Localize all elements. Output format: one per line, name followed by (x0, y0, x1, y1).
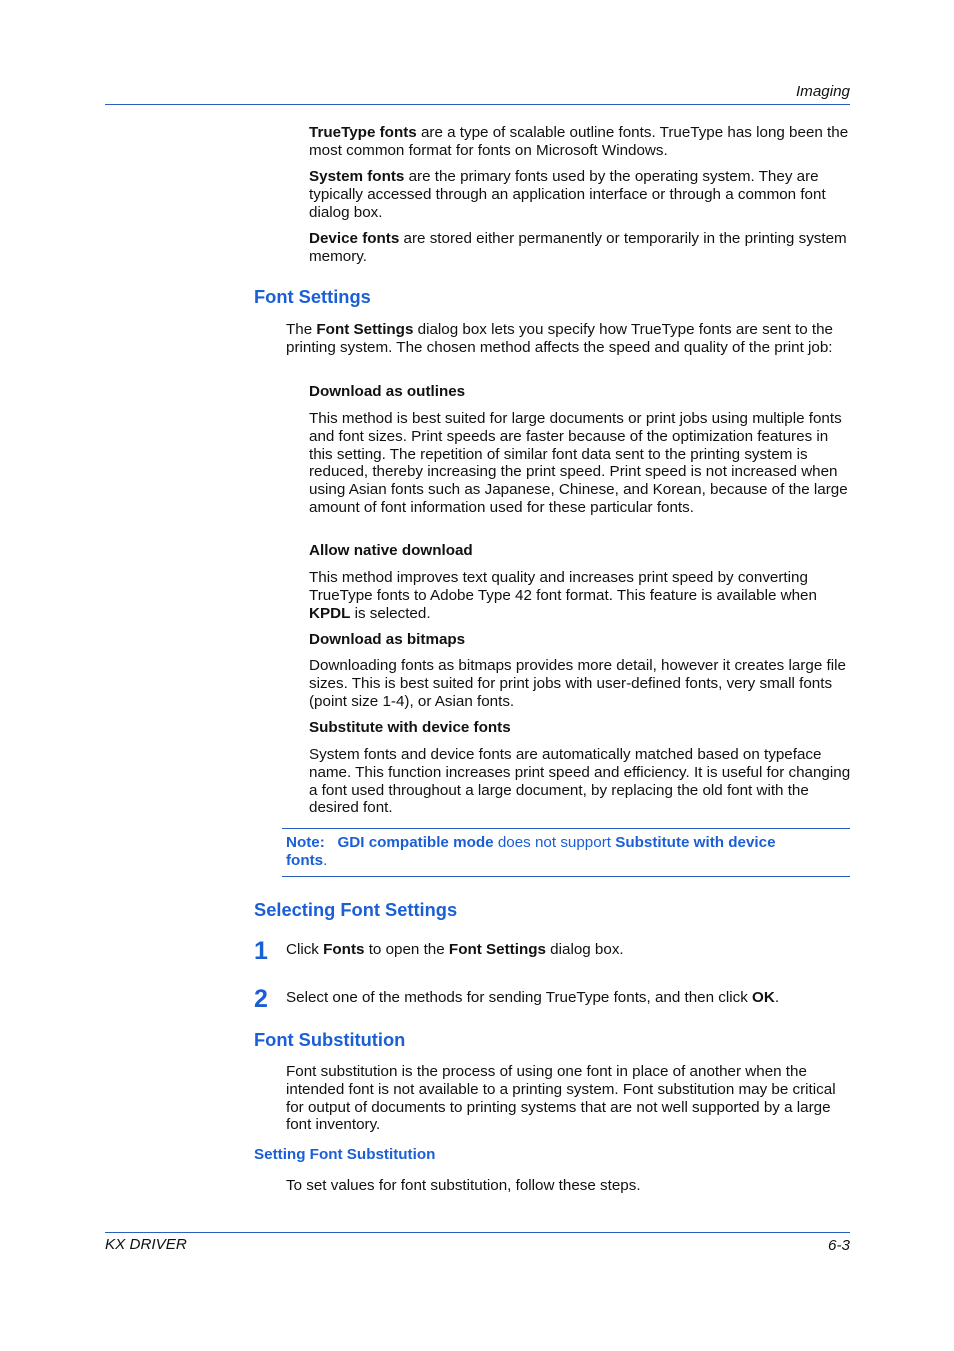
note-end: . (323, 851, 328, 869)
note-label: Note: (286, 834, 325, 851)
step-pre: Select one of the methods for sending TrueType fonts, and then click (286, 989, 753, 1006)
setting-substitution-body: To set values for font substitution, follow these steps. (286, 1177, 641, 1194)
system-text: are the primary fonts used by the operating system. They are typically accessed through an application interface or through a common font dialog box. (309, 168, 826, 221)
substitution-body: Font substitution is the process of using one font in place of another when the intended font is not available to a printing system. Font substitution may be critical for output of documents to printing systems that are not well supported by a large font inventory. (286, 1063, 836, 1134)
option-body-bold: KPDL (309, 604, 351, 622)
running-header-title: Imaging (795, 83, 850, 100)
option-title (309, 631, 465, 649)
system-term: System fonts (309, 168, 405, 185)
truetype-definition (309, 124, 854, 160)
step-post: . (774, 989, 780, 1006)
step-post: dialog box. (545, 941, 624, 958)
substitution-heading: Font Substitution (254, 1029, 406, 1050)
step-number: 2 (254, 985, 268, 1013)
selecting-heading: Selecting Font Settings (254, 899, 458, 920)
step-bold-1: Fonts (323, 941, 365, 958)
step-number: 1 (254, 937, 268, 965)
option-body (309, 569, 849, 622)
footer-rule (105, 1232, 850, 1233)
system-definition (309, 168, 854, 221)
step-text (286, 989, 846, 1007)
option-title-text: Substitute with device fonts (309, 719, 511, 736)
font-settings-intro (286, 321, 846, 357)
option-title (309, 719, 511, 737)
step-mid: to open the (364, 941, 449, 958)
intro-bold: Font Settings (316, 321, 414, 338)
step-text (286, 941, 846, 959)
footer-product: KX DRIVER (105, 1236, 187, 1253)
option-body: Downloading fonts as bitmaps provides more detail, however it creates large file sizes. This is best suited for print jobs with user-defined fonts, very small fonts (point size 1-4), or Asian fonts. (309, 657, 846, 710)
step-bold-1: OK (752, 989, 775, 1006)
note-top-rule (282, 828, 850, 829)
device-text: are stored either permanently or temporarily in the printing system memory. (309, 230, 847, 265)
setting-substitution-subheading: Setting Font Substitution (254, 1146, 436, 1163)
intro-pre: The (286, 321, 317, 338)
option-body-post: is selected. (350, 604, 431, 622)
option-title-text: Allow native download (309, 542, 473, 559)
option-title (309, 383, 465, 401)
device-definition (309, 230, 854, 266)
step-pre: Click (286, 941, 324, 958)
font-settings-heading: Font Settings (254, 286, 371, 307)
truetype-text: are a type of scalable outline fonts. TrueType has long been the most common format for fonts on Microsoft Windows. (309, 124, 849, 159)
note (286, 834, 816, 870)
option-body: This method is best suited for large documents or print jobs using multiple fonts and font sizes. Print speeds are faster because of the optimization features in this setting. The repetition of similar font data sent to the printing system is reduced, thereby increasing the print speed. Print speed is not increased when using Asian fonts such as Japanese, Chinese, and Korean, because of the large amount of font information used for these particular fonts. (309, 410, 848, 516)
option-title (309, 542, 473, 560)
note-bold-1: GDI compatible mode (337, 834, 494, 851)
footer-page-number: 6-3 (828, 1237, 850, 1254)
device-term: Device fonts (309, 230, 400, 247)
option-title-text: Download as outlines (309, 383, 466, 400)
option-body: System fonts and device fonts are automatically matched based on typeface name. This function increases print speed and efficiency. It is useful for changing a font used throughout a large document, by replacing the old font with the desired font. (309, 746, 851, 817)
header-rule (105, 104, 850, 105)
option-title-text: Download as bitmaps (309, 631, 466, 648)
note-bottom-rule (282, 876, 850, 877)
step-bold-2: Font Settings (448, 941, 546, 958)
intro-post: dialog box lets you specify how TrueType fonts are sent to the printing system. The chosen method affects the speed and quality of the print job: (286, 321, 834, 356)
truetype-term: TrueType fonts (309, 124, 417, 141)
option-body-pre: This method improves text quality and increases print speed by converting TrueType fonts to Adobe Type 42 font format. This feature is available when (309, 569, 817, 604)
note-mid: does not support (493, 834, 616, 851)
note-bold-2: Substitute with device fonts (286, 834, 776, 869)
